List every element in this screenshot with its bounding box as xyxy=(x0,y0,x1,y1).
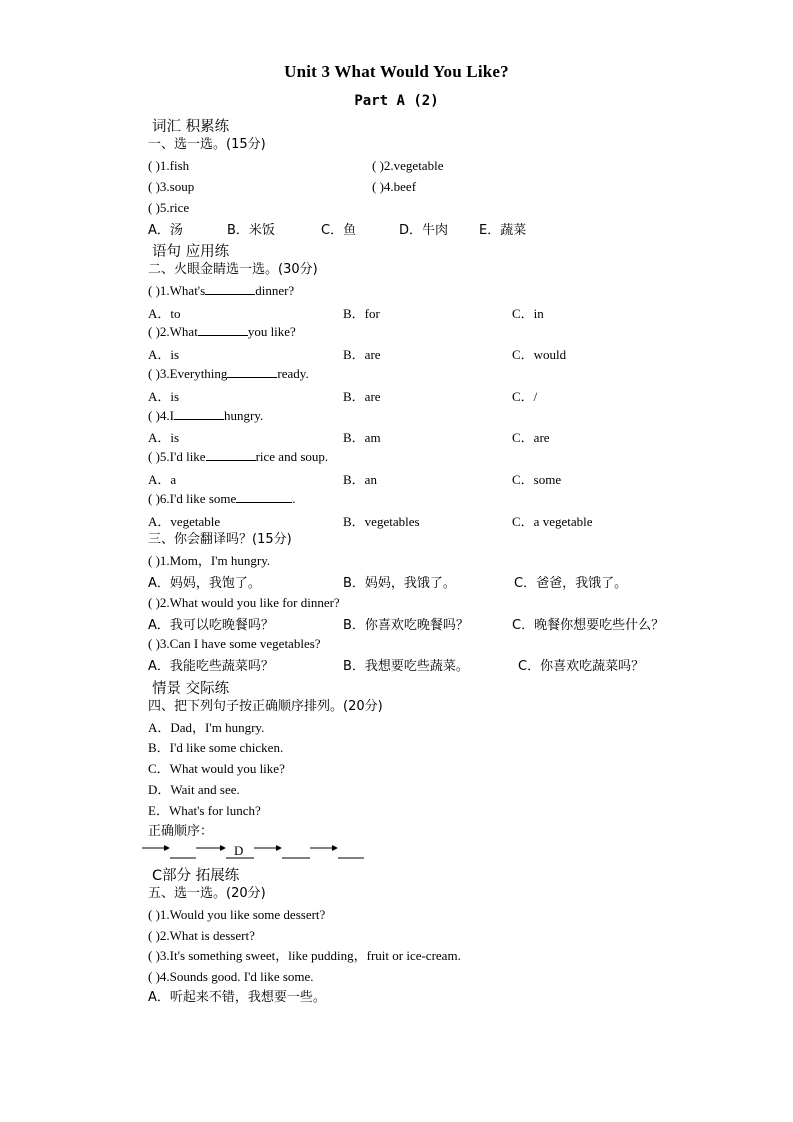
arrow-head xyxy=(276,845,282,851)
q3-item-3: ( )3.Can I have some vegetables? xyxy=(148,636,321,651)
answer-blank[interactable] xyxy=(206,448,256,461)
option-a: A．a xyxy=(148,472,177,487)
option-c: C．in xyxy=(512,306,544,321)
answer-blank[interactable] xyxy=(198,323,248,336)
arrow-head xyxy=(164,845,170,851)
option-b: B．are xyxy=(343,389,381,404)
q5-option-a: A．听起来不错，我想要一些。 xyxy=(148,990,326,1005)
q3-item-2: ( )2.What would you like for dinner? xyxy=(148,595,340,610)
q3-item-2-options xyxy=(148,614,708,632)
q2-item-6-options xyxy=(148,511,708,529)
q5-item-4: ( )4.Sounds good. I'd like some. xyxy=(148,969,314,984)
q1-option-e: E．蔬菜 xyxy=(479,223,527,238)
q2-item-4-options xyxy=(148,427,708,445)
option-c: C．爸爸，我饿了。 xyxy=(514,576,628,591)
q4-sentence-b: B．I'd like some chicken. xyxy=(148,740,284,755)
q5-item-3: ( )3.It's something sweet，like pudding，fruit or ice-cream. xyxy=(148,948,461,963)
q1-option-a: A．汤 xyxy=(148,223,183,238)
section-part-c: C部分 拓展练 xyxy=(152,868,240,884)
q4-sentence-a: A．Dad，I'm hungry. xyxy=(148,720,265,735)
q3-heading: 三、你会翻译吗？(15分) xyxy=(148,532,292,547)
answer-blank[interactable] xyxy=(227,365,277,378)
section-vocab: 词汇 积累练 xyxy=(152,119,230,135)
section-situation: 情景 交际练 xyxy=(152,681,230,697)
option-a: A．我可以吃晚餐吗？ xyxy=(148,618,274,633)
q5-item-2: ( )2.What is dessert? xyxy=(148,928,255,943)
q2-item-2-pre: ( )2.What xyxy=(148,324,198,339)
option-b: B．for xyxy=(343,306,380,321)
q2-item-5 xyxy=(148,448,328,466)
q2-item-2 xyxy=(148,323,296,341)
q2-item-1-pre: ( )1.What's xyxy=(148,283,206,298)
option-a: A．我能吃些蔬菜吗？ xyxy=(148,659,274,674)
option-b: B．am xyxy=(343,430,381,445)
option-c: C．a vegetable xyxy=(512,514,593,529)
q4-sentence-d: D．Wait and see. xyxy=(148,782,240,797)
q1-item-4: ( )4.beef xyxy=(372,179,417,194)
option-c: C．are xyxy=(512,430,550,445)
q4-order-row xyxy=(142,842,372,862)
arrow-head xyxy=(220,845,226,851)
option-c: C．some xyxy=(512,472,562,487)
option-a: A．is xyxy=(148,347,180,362)
q5-heading: 五、选一选。(20分) xyxy=(148,886,266,901)
order-arrows xyxy=(142,842,372,862)
section-grammar: 语句 应用练 xyxy=(152,244,230,260)
option-b: B．are xyxy=(343,347,381,362)
q4-sentence-e: E．What's for lunch? xyxy=(148,803,261,818)
arrow-head xyxy=(332,845,338,851)
option-a: A．is xyxy=(148,389,180,404)
option-b: B．vegetables xyxy=(343,514,420,529)
option-c: C．would xyxy=(512,347,567,362)
option-a: A．is xyxy=(148,430,180,445)
q2-item-6-post: . xyxy=(292,491,296,506)
q2-item-4-post: hungry. xyxy=(224,408,264,423)
option-b: B．我想要吃些蔬菜。 xyxy=(343,659,469,674)
q5-item-1: ( )1.Would you like some dessert? xyxy=(148,907,326,922)
q2-item-3 xyxy=(148,365,309,383)
q2-item-1-post: dinner? xyxy=(255,283,295,298)
q2-item-5-pre: ( )5.I'd like xyxy=(148,449,206,464)
q1-heading: 一、选一选。(15分) xyxy=(148,137,266,152)
q1-option-b: B．米饭 xyxy=(227,223,275,238)
q2-heading: 二、火眼金睛选一选。(30分) xyxy=(148,262,318,277)
option-c: C．你喜欢吃蔬菜吗？ xyxy=(518,659,645,674)
q2-item-1 xyxy=(148,282,294,300)
q1-option-c: C．鱼 xyxy=(321,223,357,238)
q4-given-answer: D xyxy=(234,843,244,858)
q2-item-4 xyxy=(148,407,263,425)
q2-item-4-pre: ( )4.I xyxy=(148,408,174,423)
q2-item-2-options xyxy=(148,344,708,362)
q1-item-1: ( )1.fish xyxy=(148,158,190,173)
q2-item-6 xyxy=(148,490,296,508)
option-c: C．/ xyxy=(512,389,538,404)
q2-item-3-pre: ( )3.Everything xyxy=(148,366,228,381)
page-title: Unit 3 What Would You Like? xyxy=(284,62,509,81)
q4-sentence-c: C．What would you like? xyxy=(148,761,285,776)
answer-blank[interactable] xyxy=(236,490,292,503)
q2-item-3-options xyxy=(148,386,708,404)
q3-item-3-options xyxy=(148,655,708,673)
q2-item-3-post: ready. xyxy=(277,366,309,381)
q1-options xyxy=(148,219,708,237)
q1-item-2: ( )2.vegetable xyxy=(372,158,444,173)
q4-heading: 四、把下列句子按正确顺序排列。(20分) xyxy=(148,699,383,714)
answer-blank[interactable] xyxy=(205,282,255,295)
q1-option-d: D．牛肉 xyxy=(399,223,449,238)
option-a: A．to xyxy=(148,306,181,321)
option-b: B．你喜欢吃晚餐吗？ xyxy=(343,618,469,633)
q2-item-6-pre: ( )6.I'd like some xyxy=(148,491,237,506)
option-b: B．an xyxy=(343,472,377,487)
q2-item-5-post: rice and soup. xyxy=(255,449,329,464)
q1-item-3: ( )3.soup xyxy=(148,179,195,194)
q2-item-1-options xyxy=(148,303,708,321)
q2-item-5-options xyxy=(148,469,708,487)
answer-blank[interactable] xyxy=(174,407,224,420)
option-b: B．妈妈，我饿了。 xyxy=(343,576,456,591)
q3-item-1-options xyxy=(148,572,708,590)
q4-order-label: 正确顺序： xyxy=(148,824,214,839)
q3-item-1: ( )1.Mom，I'm hungry. xyxy=(148,553,271,568)
option-c: C．晚餐你想要吃些什么？ xyxy=(512,618,665,633)
q2-item-2-post: you like? xyxy=(247,324,296,339)
page-subtitle: Part A (2) xyxy=(354,93,439,109)
option-a: A．妈妈，我饱了。 xyxy=(148,576,261,591)
option-a: A．vegetable xyxy=(148,514,221,529)
q1-item-5: ( )5.rice xyxy=(148,200,190,215)
